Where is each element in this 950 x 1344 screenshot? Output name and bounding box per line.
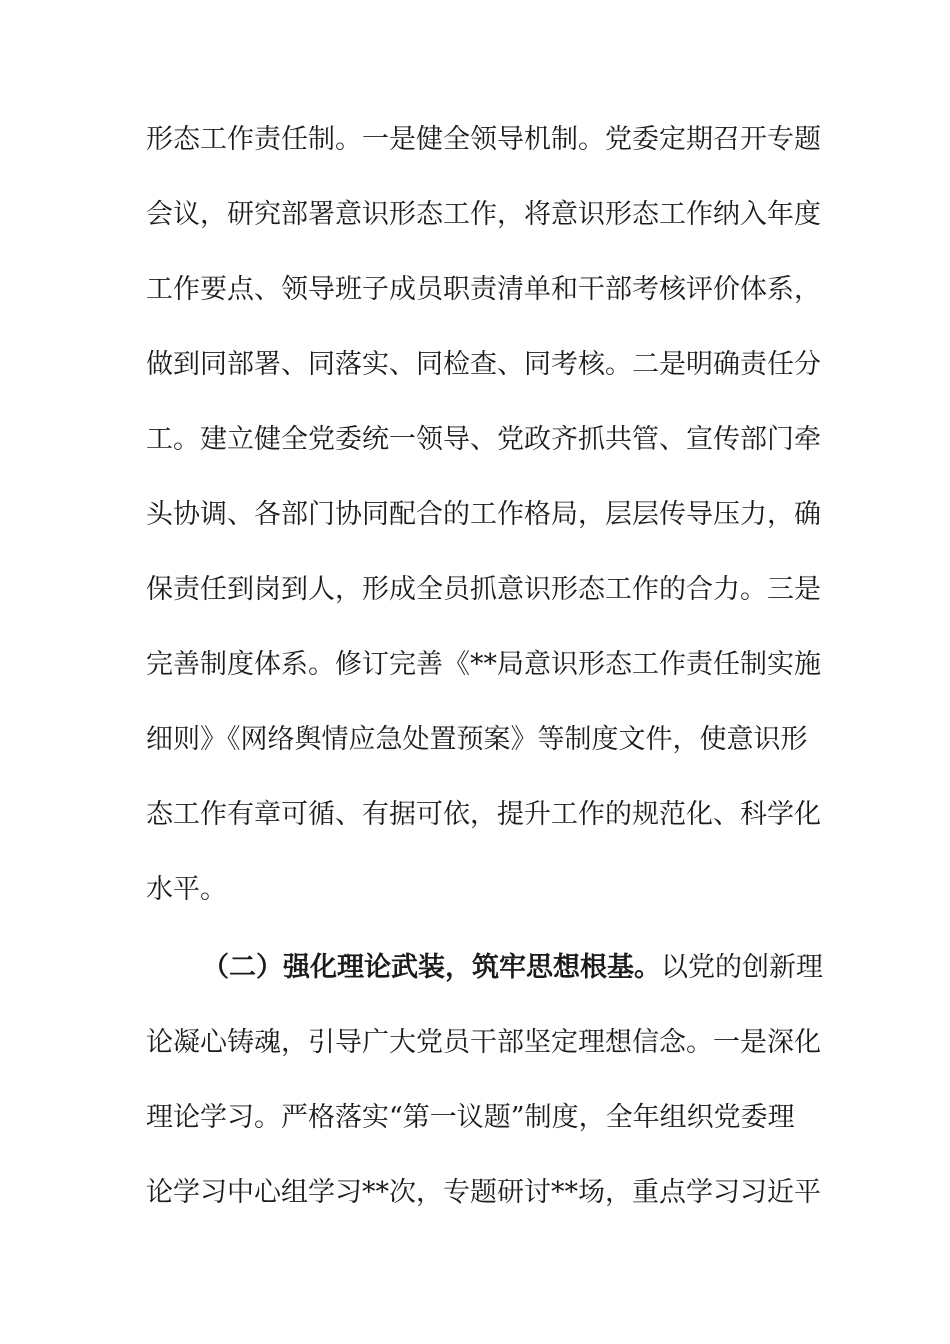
paragraph-line: 论学习中心组学习**次，专题研讨**场，重点学习习近平 bbox=[146, 1177, 821, 1208]
section-heading: （二）强化理论武装，筑牢思想根基。 bbox=[202, 952, 661, 983]
paragraph-line: 态工作有章可循、有据可依，提升工作的规范化、科学化 bbox=[146, 799, 821, 830]
paragraph-line: 形态工作责任制。一是健全领导机制。党委定期召开专题 bbox=[146, 124, 821, 155]
paragraph-line: 完善制度体系。修订完善《**局意识形态工作责任制实施 bbox=[146, 649, 821, 680]
paragraph-line: 会议，研究部署意识形态工作，将意识形态工作纳入年度 bbox=[146, 199, 821, 230]
section-heading-tail: 以党的创新理 bbox=[661, 952, 823, 983]
paragraph-line: 工作要点、领导班子成员职责清单和干部考核评价体系， bbox=[146, 274, 821, 305]
paragraph-line: 理论学习。严格落实“第一议题”制度，全年组织党委理 bbox=[146, 1102, 795, 1133]
paragraph-line: 做到同部署、同落实、同检查、同考核。二是明确责任分 bbox=[146, 349, 821, 380]
paragraph-line: 头协调、各部门协同配合的工作格局，层层传导压力，确 bbox=[146, 499, 821, 530]
paragraph-line: 细则》《网络舆情应急处置预案》等制度文件，使意识形 bbox=[146, 724, 808, 755]
paragraph-line: 水平。 bbox=[146, 874, 227, 905]
paragraph-line: 保责任到岗到人，形成全员抓意识形态工作的合力。三是 bbox=[146, 574, 821, 605]
section-heading-line bbox=[202, 948, 823, 988]
paragraph-line: 论凝心铸魂，引导广大党员干部坚定理想信念。一是深化 bbox=[146, 1027, 821, 1058]
paragraph-line: 工。建立健全党委统一领导、党政齐抓共管、宣传部门牵 bbox=[146, 424, 821, 455]
